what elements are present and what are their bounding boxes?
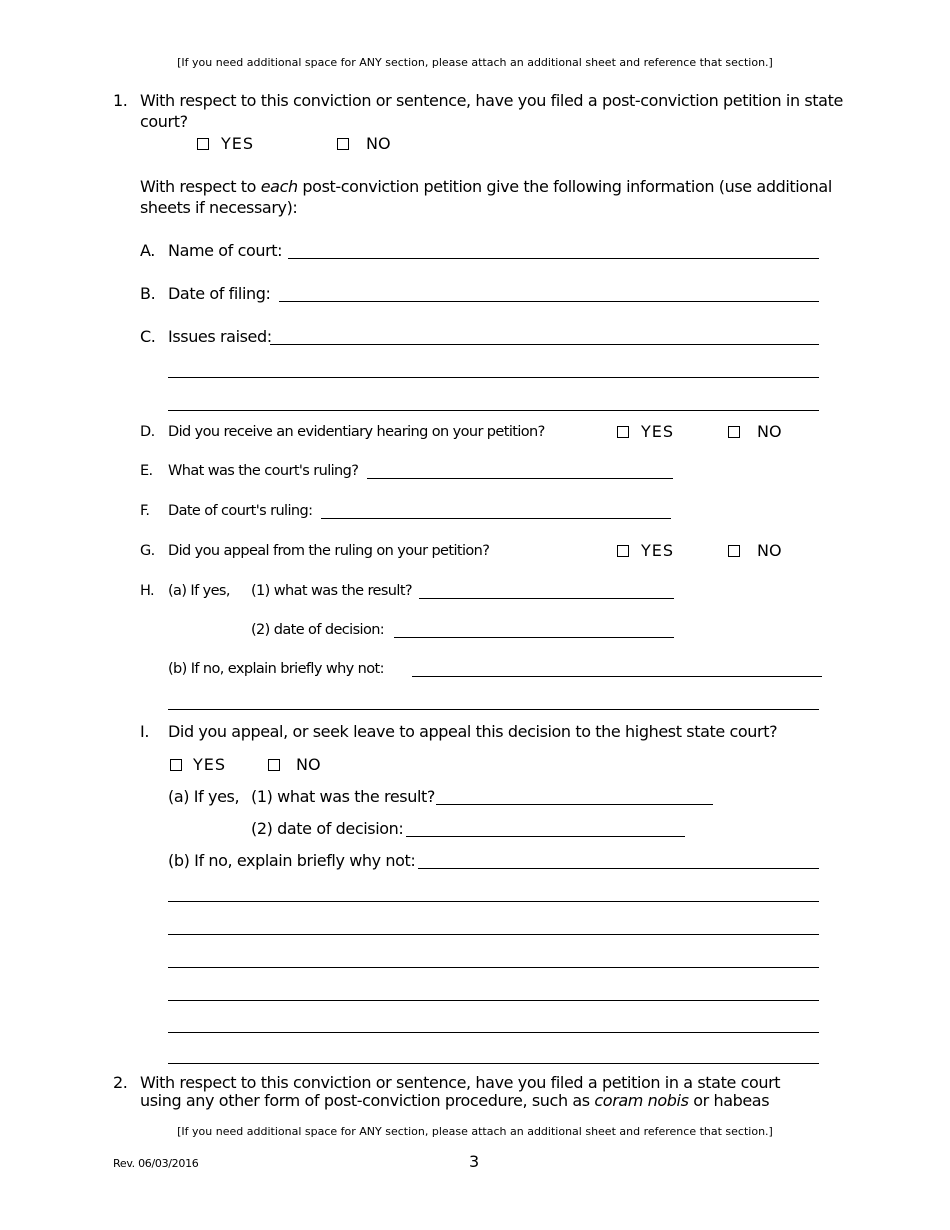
d-yes-label: YES (641, 422, 675, 441)
i-why-not-field-1[interactable] (418, 868, 819, 869)
issues-raised-field-3[interactable] (168, 410, 819, 411)
i-date-of-decision-field[interactable] (406, 836, 685, 837)
question-2-text-line2: using any other form of post-conviction procedure, such as coram nobis or habeas (140, 1091, 770, 1110)
d-no-label: NO (757, 422, 782, 441)
i-why-not-field-6[interactable] (168, 1032, 819, 1033)
item-h-b-label: (b) If no, explain briefly why not: (168, 661, 384, 677)
i-result-field[interactable] (436, 804, 713, 805)
header-notice: [If you need additional space for ANY section, please attach an additional sheet and reference that section.] (177, 56, 773, 69)
h-why-not-field-1[interactable] (412, 676, 822, 677)
q1-no-label: NO (366, 134, 391, 153)
item-i-b-label: (b) If no, explain briefly why not: (168, 851, 416, 870)
item-h-letter: H. (140, 583, 155, 599)
i-no-label: NO (296, 755, 321, 774)
question-1-text-line2: court? (140, 112, 188, 131)
item-d-label: Did you receive an evidentiary hearing on your petition? (168, 424, 545, 440)
q1-info-instructions-line2: sheets if necessary): (140, 198, 298, 217)
issues-raised-field-1[interactable] (270, 344, 819, 345)
question-2-number: 2. (113, 1073, 128, 1092)
item-g-label: Did you appeal from the ruling on your petition? (168, 543, 490, 559)
item-i-a1-label: (1) what was the result? (251, 787, 435, 806)
item-i-letter: I. (140, 722, 150, 741)
question-1-text: With respect to this conviction or sentence, have you filed a post-conviction petition in state (140, 91, 843, 110)
i-yes-checkbox[interactable] (170, 759, 182, 771)
item-i-a2-label: (2) date of decision: (251, 819, 404, 838)
item-a-label: Name of court: (168, 241, 283, 260)
q1-yes-checkbox[interactable] (197, 138, 209, 150)
date-of-ruling-field[interactable] (321, 518, 671, 519)
name-of-court-field[interactable] (288, 258, 819, 259)
d-yes-checkbox[interactable] (617, 426, 629, 438)
revision-date: Rev. 06/03/2016 (113, 1157, 199, 1170)
question-2-text: With respect to this conviction or sentence, have you filed a petition in a state court (140, 1073, 781, 1092)
item-i-a-prefix: (a) If yes, (168, 787, 240, 806)
i-why-not-field-4[interactable] (168, 967, 819, 968)
item-b-letter: B. (140, 284, 156, 303)
i-yes-label: YES (193, 755, 227, 774)
g-no-checkbox[interactable] (728, 545, 740, 557)
q1-no-checkbox[interactable] (337, 138, 349, 150)
court-ruling-field[interactable] (367, 478, 673, 479)
g-yes-checkbox[interactable] (617, 545, 629, 557)
g-no-label: NO (757, 541, 782, 560)
date-of-filing-field[interactable] (279, 301, 819, 302)
h-date-of-decision-field[interactable] (394, 637, 674, 638)
item-e-letter: E. (140, 463, 153, 479)
item-f-letter: F. (140, 503, 150, 519)
item-g-letter: G. (140, 543, 155, 559)
page-number: 3 (469, 1152, 480, 1171)
q1-info-instructions: With respect to each post-conviction petition give the following information (use additional (140, 177, 832, 196)
item-b-label: Date of filing: (168, 284, 271, 303)
h-result-field[interactable] (419, 598, 674, 599)
h-why-not-field-2[interactable] (168, 709, 819, 710)
q1-yes-label: YES (221, 134, 255, 153)
i-why-not-field-2[interactable] (168, 901, 819, 902)
item-e-label: What was the court's ruling? (168, 463, 359, 479)
footer-notice: [If you need additional space for ANY section, please attach an additional sheet and reference that section.] (177, 1125, 773, 1138)
i-no-checkbox[interactable] (268, 759, 280, 771)
i-why-not-field-5[interactable] (168, 1000, 819, 1001)
item-a-letter: A. (140, 241, 155, 260)
g-yes-label: YES (641, 541, 675, 560)
d-no-checkbox[interactable] (728, 426, 740, 438)
issues-raised-field-2[interactable] (168, 377, 819, 378)
i-why-not-field-3[interactable] (168, 934, 819, 935)
question-1-number: 1. (113, 91, 128, 110)
item-i-label: Did you appeal, or seek leave to appeal this decision to the highest state court? (168, 722, 778, 741)
item-d-letter: D. (140, 424, 155, 440)
item-h-a-prefix: (a) If yes, (168, 583, 230, 599)
item-f-label: Date of court's ruling: (168, 503, 313, 519)
item-h-a1-label: (1) what was the result? (251, 583, 413, 599)
item-c-label: Issues raised: (168, 327, 272, 346)
item-c-letter: C. (140, 327, 156, 346)
i-why-not-field-7[interactable] (168, 1063, 819, 1064)
item-h-a2-label: (2) date of decision: (251, 622, 385, 638)
